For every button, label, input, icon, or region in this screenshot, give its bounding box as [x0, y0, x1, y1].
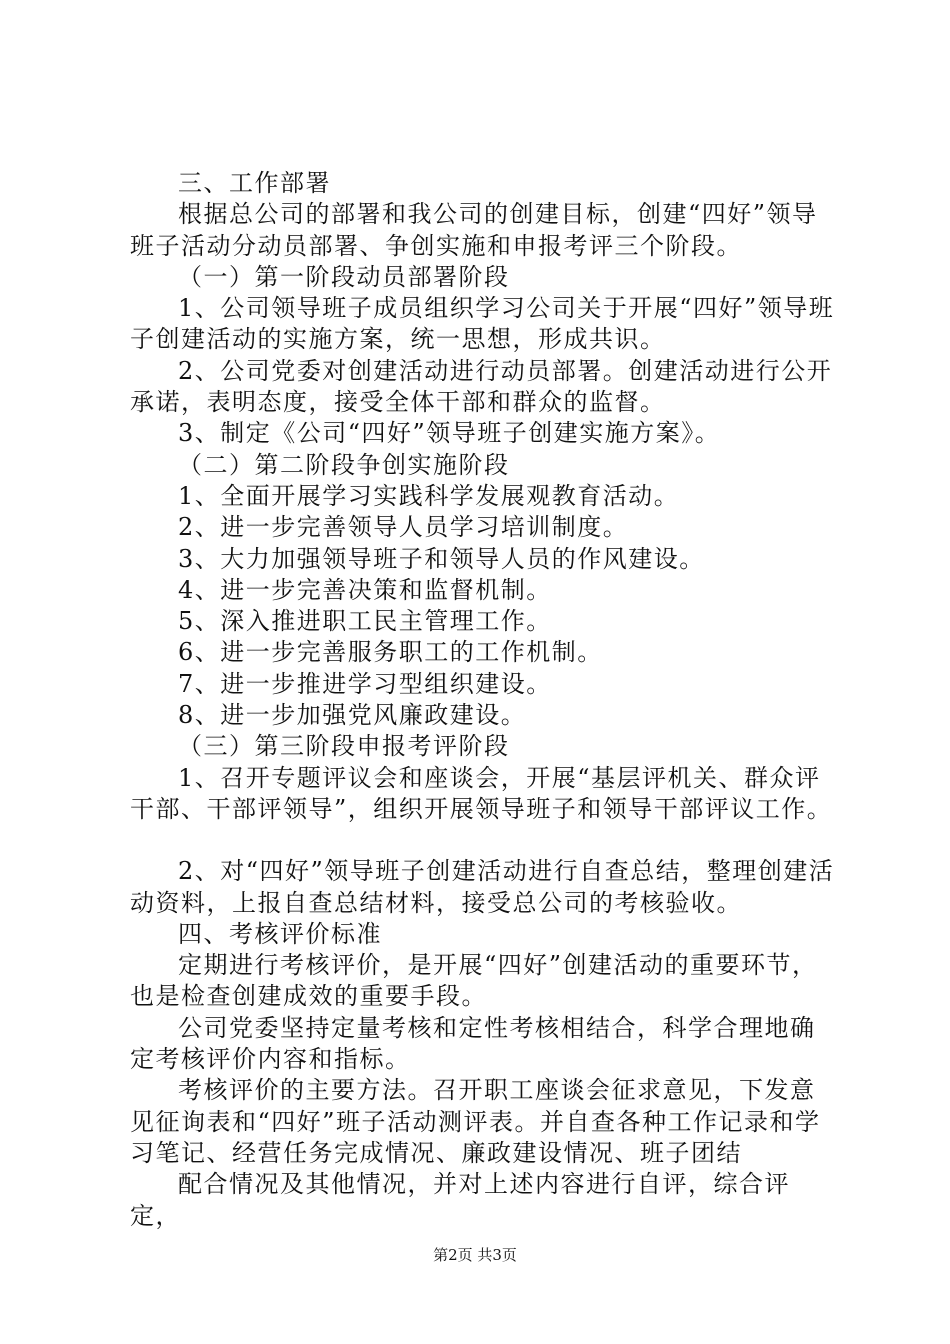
list-item: 5、深入推进职工民主管理工作。 [178, 607, 552, 636]
page-number-footer: 第2页 共3页 [433, 1246, 517, 1264]
list-item: 1、召开专题评议会和座谈会，开展“基层评机关、群众评干部、干部评领导”，组织开展领导班子和领导干部评议工作。 [130, 763, 833, 823]
paragraph: 公司党委坚持定量考核和定性考核相结合，科学合理地确定考核评价内容和指标。 [130, 1013, 816, 1074]
paragraph: 考核评价的主要方法。召开职工座谈会征求意见，下发意见征询表和“四好”班子活动测评表。并自查各种工作记录和学习笔记、经营任务完成情况、廉政建设情况、班子团结 [130, 1076, 821, 1167]
section-heading: 四、考核评价标准 [178, 919, 382, 948]
section-heading: 三、工作部署 [178, 169, 331, 197]
document-body [130, 168, 840, 1232]
list-item: 2、对“四好”领导班子创建活动进行自查总结，整理创建活动资料，上报自查总结材料，接受总公司的考核验收。 [130, 857, 835, 917]
paragraph: 定期进行考核评价，是开展“四好”创建活动的重要环节，也是检查创建成效的重要手段。 [130, 951, 818, 1011]
list-item: 6、进一步完善服务职工的工作机制。 [178, 638, 603, 667]
list-item: 1、公司领导班子成员组织学习公司关于开展“四好”领导班子创建活动的实施方案，统一思想，形成共识。 [130, 294, 835, 354]
subsection-heading: （一）第一阶段动员部署阶段 [178, 262, 510, 291]
subsection-heading: （二）第二阶段争创实施阶段 [178, 450, 510, 479]
list-item: 8、进一步加强党风廉政建设。 [178, 701, 527, 730]
list-item: 2、进一步完善领导人员学习培训制度。 [178, 513, 629, 542]
list-item: 3、制定《公司“四好”领导班子创建实施方案》。 [178, 419, 721, 448]
list-item: 1、全面开展学习实践科学发展观教育活动。 [178, 481, 680, 510]
subsection-heading: （三）第三阶段申报考评阶段 [178, 732, 510, 761]
list-item: 2、公司党委对创建活动进行动员部署。创建活动进行公开承诺，表明态度，接受全体干部和群众的监督。 [130, 356, 833, 417]
paragraph: 配合情况及其他情况，并对上述内容进行自评，综合评定， [130, 1170, 790, 1230]
list-item: 3、大力加强领导班子和领导人员的作风建设。 [178, 544, 705, 573]
paragraph: 根据总公司的部署和我公司的创建目标，创建“四好”领导班子活动分动员部署、争创实施和申报考评三个阶段。 [130, 200, 818, 260]
list-item: 4、进一步完善决策和监督机制。 [178, 575, 552, 604]
list-item: 7、进一步推进学习型组织建设。 [178, 669, 552, 698]
